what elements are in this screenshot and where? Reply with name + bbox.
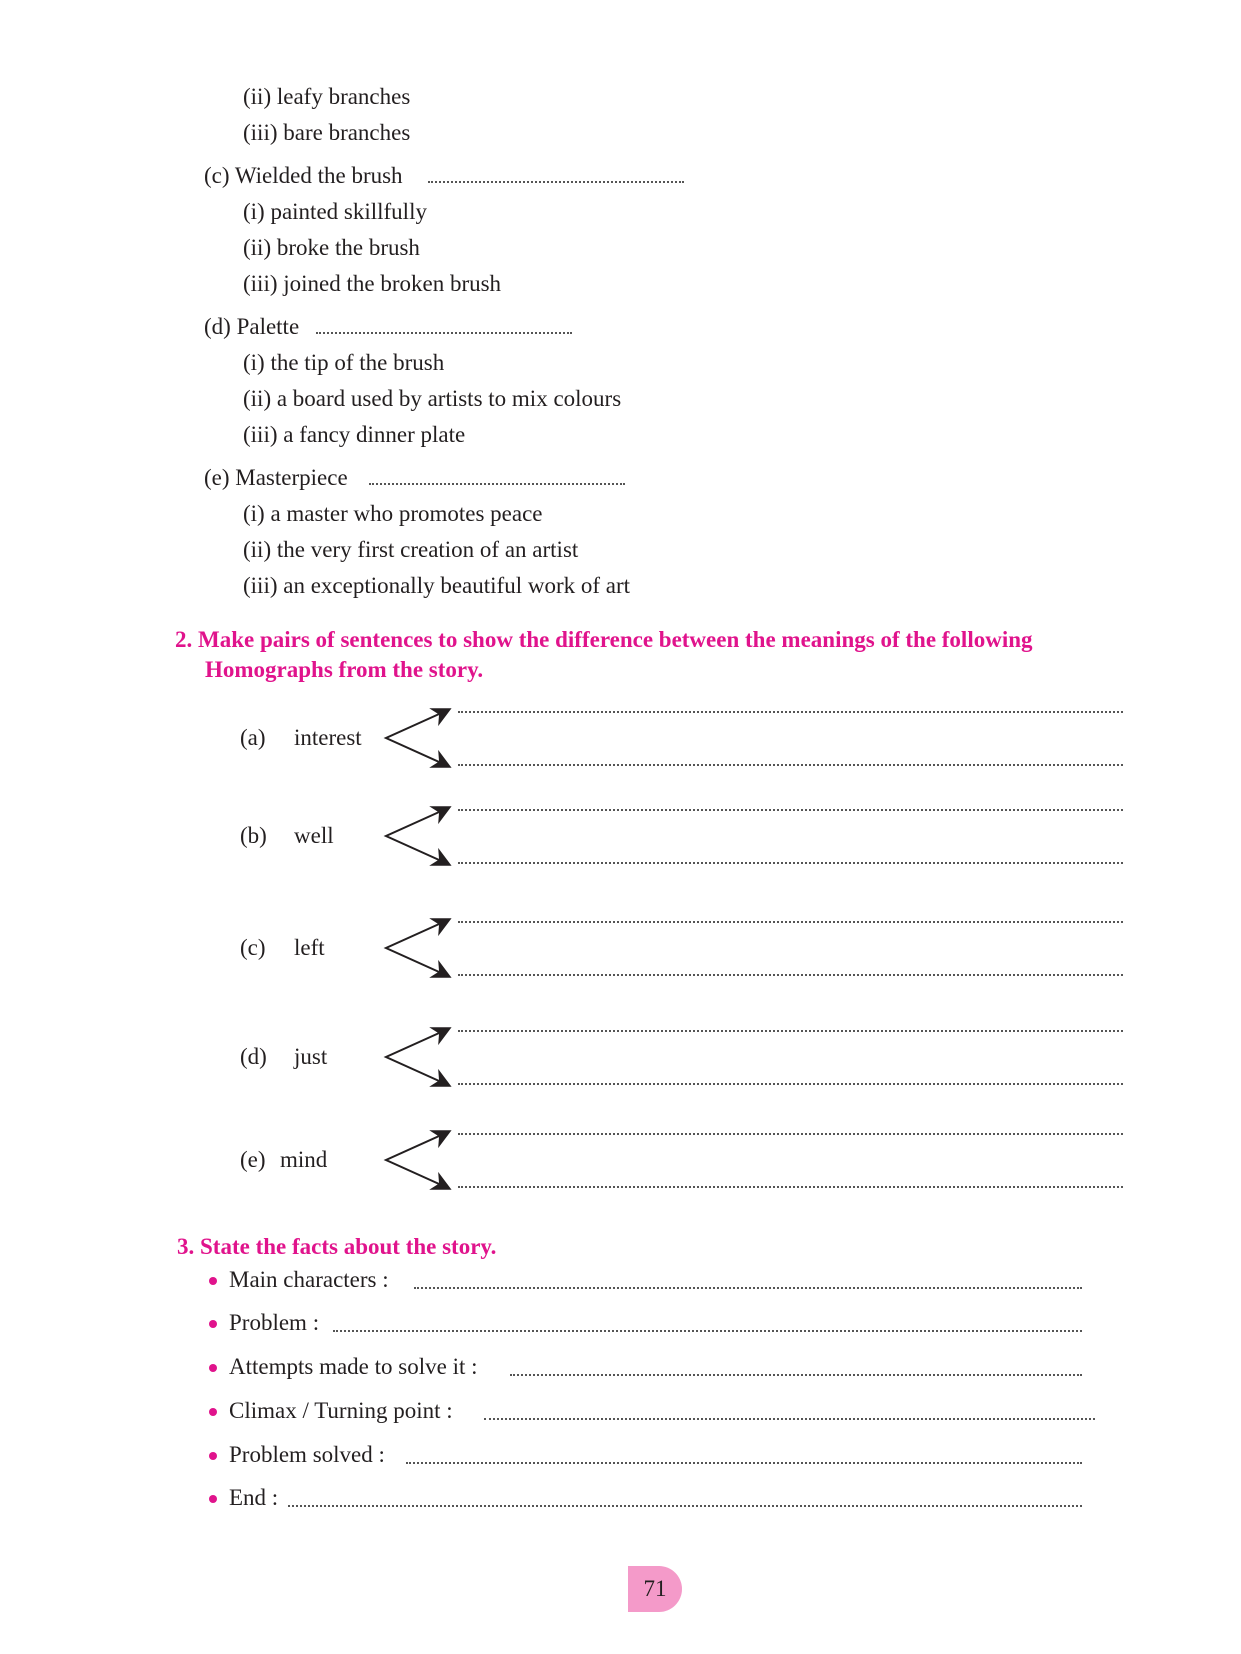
sentence-blank-1[interactable] <box>458 921 1123 923</box>
homograph-word: left <box>294 935 325 960</box>
q1-e-option-ii: (ii) the very first creation of an artist <box>243 537 579 562</box>
fact-label: Problem : <box>229 1310 320 1335</box>
sentence-blank-2[interactable] <box>458 1186 1123 1188</box>
sentence-blank-1[interactable] <box>458 1030 1123 1032</box>
fact-answer-blank[interactable] <box>414 1287 1082 1289</box>
bullet-icon <box>209 1320 217 1328</box>
q1-e-answer-blank[interactable] <box>369 483 625 485</box>
fact-label: Attempts made to solve it : <box>229 1354 478 1379</box>
homograph-word: interest <box>294 725 362 750</box>
homograph-word: mind <box>280 1147 328 1172</box>
fork-arrow-icon <box>382 706 452 770</box>
q3-heading: 3. State the facts about the story. <box>177 1234 497 1259</box>
homograph-letter: (d) <box>240 1044 267 1069</box>
sentence-blank-1[interactable] <box>458 711 1123 713</box>
homograph-letter: (a) <box>240 725 266 750</box>
bullet-icon <box>209 1277 217 1285</box>
homograph-letter: (e) <box>240 1147 266 1172</box>
q1-d-option-iii: (iii) a fancy dinner plate <box>243 422 466 447</box>
sentence-blank-2[interactable] <box>458 764 1123 766</box>
q1-c-term: (c) Wielded the brush <box>204 163 403 188</box>
q1-c-option-iii: (iii) joined the broken brush <box>243 271 502 296</box>
q1-c-option-ii: (ii) broke the brush <box>243 235 420 260</box>
homograph-word: just <box>294 1044 328 1069</box>
sentence-blank-1[interactable] <box>458 809 1123 811</box>
sentence-blank-2[interactable] <box>458 974 1123 976</box>
fork-arrow-icon <box>382 1025 452 1089</box>
homograph-letter: (c) <box>240 935 266 960</box>
page-number: 71 <box>628 1566 682 1612</box>
q1-e-option-i: (i) a master who promotes peace <box>243 501 543 526</box>
fact-answer-blank[interactable] <box>288 1505 1082 1507</box>
q2-heading-line1: 2. Make pairs of sentences to show the difference between the meanings of the following <box>175 627 1033 652</box>
fact-answer-blank[interactable] <box>333 1330 1082 1332</box>
sentence-blank-2[interactable] <box>458 1083 1123 1085</box>
q1-e-term: (e) Masterpiece <box>204 465 348 490</box>
sentence-blank-2[interactable] <box>458 862 1123 864</box>
q1-c-option-i: (i) painted skillfully <box>243 199 427 224</box>
fact-label: End : <box>229 1485 279 1510</box>
q1-b-option-iii: (iii) bare branches <box>243 120 411 145</box>
q2-heading-line2: Homographs from the story. <box>205 657 484 682</box>
bullet-icon <box>209 1364 217 1372</box>
q1-b-option-ii: (ii) leafy branches <box>243 84 411 109</box>
sentence-blank-1[interactable] <box>458 1133 1123 1135</box>
bullet-icon <box>209 1495 217 1503</box>
bullet-icon <box>209 1452 217 1460</box>
bullet-icon <box>209 1408 217 1416</box>
q1-d-term: (d) Palette <box>204 314 300 339</box>
q1-e-option-iii: (iii) an exceptionally beautiful work of art <box>243 573 631 598</box>
fact-label: Main characters : <box>229 1267 389 1292</box>
fact-answer-blank[interactable] <box>406 1462 1082 1464</box>
homograph-letter: (b) <box>240 823 267 848</box>
q1-c-answer-blank[interactable] <box>428 181 684 183</box>
fact-answer-blank[interactable] <box>510 1374 1082 1376</box>
fork-arrow-icon <box>382 1128 452 1192</box>
fact-label: Climax / Turning point : <box>229 1398 453 1423</box>
fact-label: Problem solved : <box>229 1442 385 1467</box>
q1-d-option-ii: (ii) a board used by artists to mix colours <box>243 386 622 411</box>
q1-d-option-i: (i) the tip of the brush <box>243 350 445 375</box>
homograph-word: well <box>294 823 334 848</box>
fork-arrow-icon <box>382 804 452 868</box>
fork-arrow-icon <box>382 916 452 980</box>
fact-answer-blank[interactable] <box>484 1418 1095 1420</box>
q1-d-answer-blank[interactable] <box>316 332 572 334</box>
